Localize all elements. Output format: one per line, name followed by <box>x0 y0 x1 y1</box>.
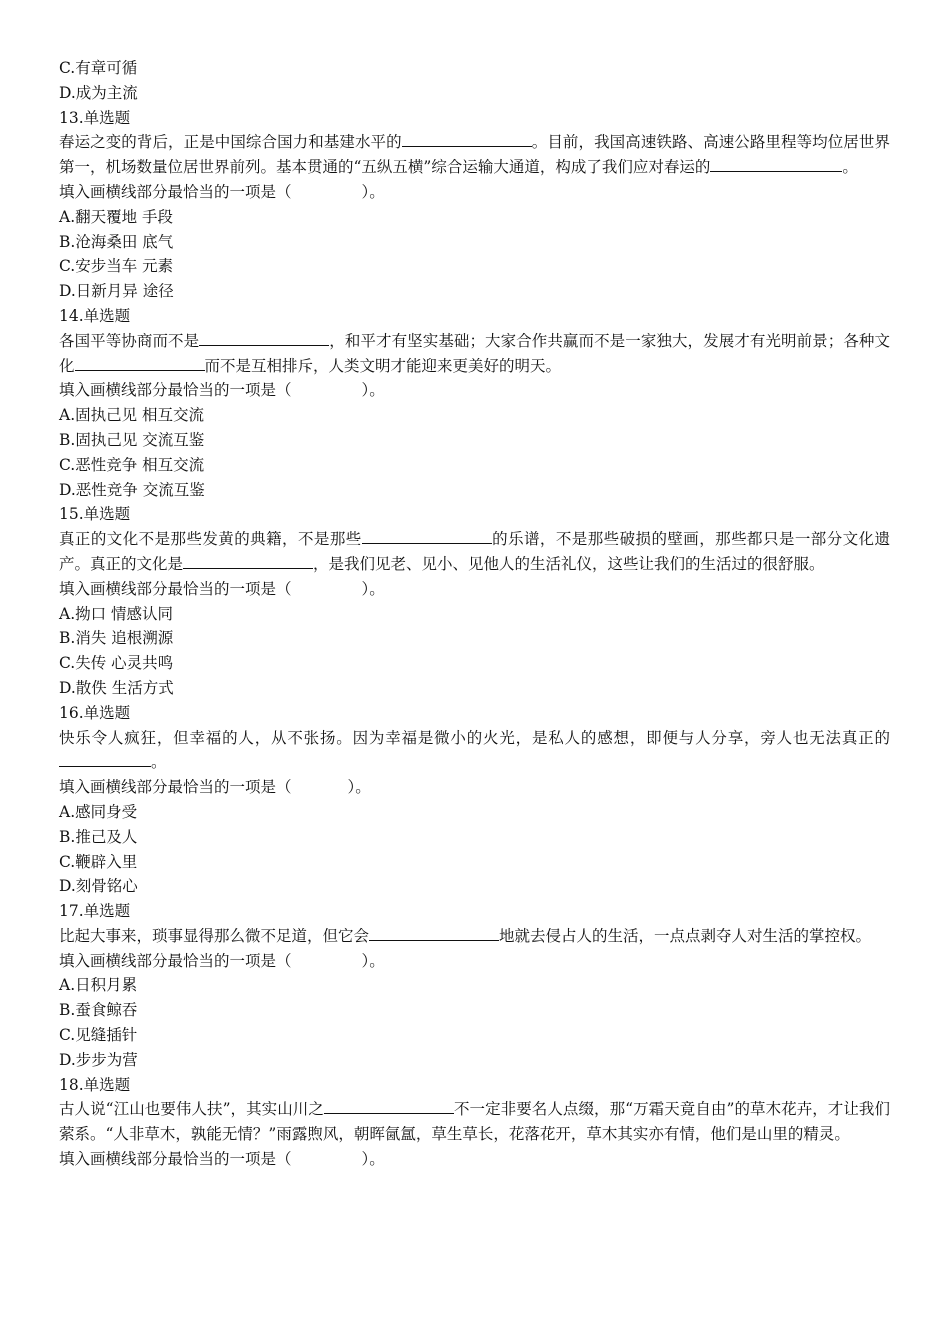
question-18-prompt: 填入画横线部分最恰当的一项是（ ）。 <box>59 1150 385 1169</box>
question-15-header: 15.单选题 <box>59 505 131 524</box>
option-b: B.消失 追根溯源 <box>59 629 174 648</box>
option-c: C.有章可循 <box>59 59 138 77</box>
option-a: A.固执己见 相互交流 <box>59 406 205 425</box>
option-d: D.刻骨铭心 <box>59 877 138 896</box>
answer-blank <box>183 552 313 569</box>
question-15-stem: 真正的文化不是那些发黄的典籍，不是那些 的乐谱，不是那些破损的壁画，那些都只是一部分文化遗产。真正的文化是 ，是我们见老、见小、见他人的生活礼仪，这些让我们的生活过的很舒服。 <box>59 527 890 577</box>
option-c: C.鞭辟入里 <box>59 852 138 871</box>
question-16-stem: 快乐令人疯狂，但幸福的人，从不张扬。因为幸福是微小的火光，是私人的感想，即便与人分享，旁人也无法真正的。 <box>59 728 890 772</box>
option-d: D.散佚 生活方式 <box>59 678 174 697</box>
option-c: C.安步当车 元素 <box>59 257 174 276</box>
option-b: B.沧海桑田 底气 <box>59 232 174 251</box>
answer-blank <box>760 155 842 172</box>
option-d: D.日新月异 途径 <box>59 282 174 301</box>
question-18-header: 18.单选题 <box>59 1075 131 1094</box>
answer-blank <box>402 130 532 147</box>
option-b: B.固执己见 交流互鉴 <box>59 430 205 449</box>
option-b: B.蚕食鲸吞 <box>59 1001 138 1020</box>
answer-blank <box>710 155 760 172</box>
option-b: B.推己及人 <box>59 827 138 846</box>
option-d: D.步步为营 <box>59 1050 138 1069</box>
answer-blank <box>369 924 499 941</box>
option-a: A.日积月累 <box>59 976 138 995</box>
answer-blank <box>199 329 329 346</box>
answer-blank <box>324 1097 454 1114</box>
option-c: C.恶性竞争 相互交流 <box>59 455 205 474</box>
question-17-prompt: 填入画横线部分最恰当的一项是（ ）。 <box>59 951 385 970</box>
question-14-stem: 各国平等协商而不是 ，和平才有坚实基础；大家合作共赢而不是一家独大，发展才有光明前景；各种文化 而不是互相排斥，人类文明才能迎来更美好的明天。 <box>59 329 890 379</box>
question-14-prompt: 填入画横线部分最恰当的一项是（ ）。 <box>59 381 385 400</box>
question-13-stem: 春运之变的背后，正是中国综合国力和基建水平的 。目前，我国高速铁路、高速公路里程等均位居世界第一，机场数量位居世界前列。基本贯通的“五纵五横”综合运输大通道，构成了我们应对春运的 。 <box>59 130 890 180</box>
option-a: A.感同身受 <box>59 802 138 821</box>
answer-blank <box>362 527 492 544</box>
option-c: C.失传 心灵共鸣 <box>59 654 174 673</box>
question-13-header: 13.单选题 <box>59 108 131 127</box>
option-d: D.恶性竞争 交流互鉴 <box>59 480 205 499</box>
answer-blank <box>59 750 151 767</box>
option-d: D.成为主流 <box>59 83 138 102</box>
option-c: C.见缝插针 <box>59 1026 138 1045</box>
option-a: A.拗口 情感认同 <box>59 604 174 623</box>
option-a: A.翻天覆地 手段 <box>59 207 174 226</box>
question-18-stem: 古人说“江山也要伟人扶”，其实山川之 不一定非要名人点缀，那“万霜天竟自由”的草木花卉，才让我们萦系。“人非草木，孰能无情？”雨露煦风，朝晖氤氲，草生草长，花落花开，草木其实亦有情，他们是山里的精灵。 <box>59 1097 890 1147</box>
answer-blank <box>75 354 205 371</box>
question-17-stem: 比起大事来，琐事显得那么微不足道，但它会 地就去侵占人的生活，一点点剥夺人对生活的掌控权。 <box>59 924 890 949</box>
question-13-prompt: 填入画横线部分最恰当的一项是（ ）。 <box>59 182 385 201</box>
question-17-header: 17.单选题 <box>59 902 131 921</box>
question-14-header: 14.单选题 <box>59 306 131 325</box>
question-15-prompt: 填入画横线部分最恰当的一项是（ ）。 <box>59 579 385 598</box>
question-16-header: 16.单选题 <box>59 703 131 722</box>
question-16-prompt: 填入画横线部分最恰当的一项是（ ）。 <box>59 778 371 797</box>
